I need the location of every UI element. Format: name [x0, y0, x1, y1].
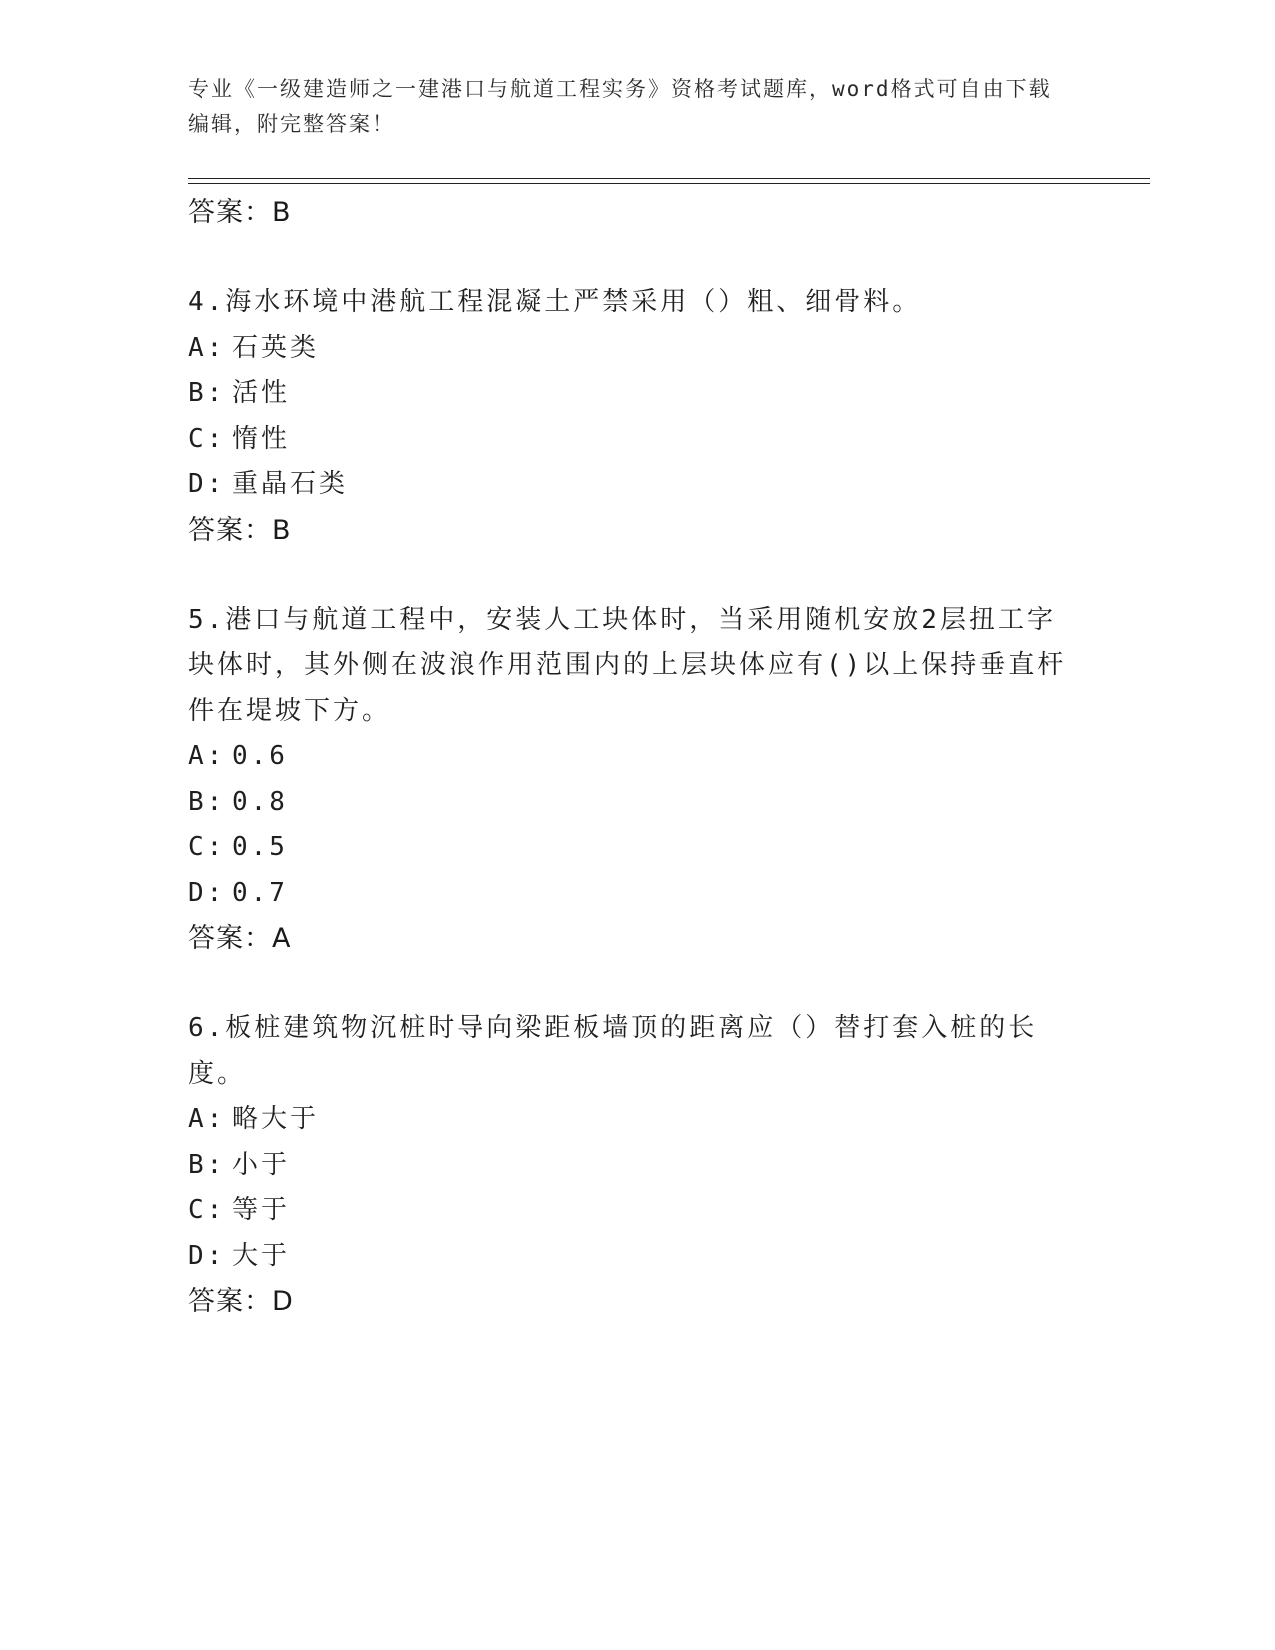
option-b: [188, 371, 1068, 417]
question-item: [188, 280, 1068, 554]
option-text: 等于: [232, 1195, 291, 1225]
answer-line: 答案：D: [188, 1286, 294, 1317]
option-letter: C:: [188, 423, 226, 454]
option-letter: D:: [188, 469, 226, 499]
option-letter: C:: [188, 1195, 226, 1225]
answer-line: 答案：B: [188, 514, 292, 546]
option-c: [188, 825, 1068, 871]
option-text: 惰性: [232, 423, 291, 454]
option-letter: B:: [188, 1149, 226, 1180]
option-letter: A:: [188, 741, 226, 771]
option-text: 活性: [232, 378, 291, 408]
option-b: [188, 1143, 1068, 1189]
option-c: [188, 1188, 1068, 1234]
option-text: 重晶石类: [232, 469, 349, 499]
option-letter: C:: [188, 832, 226, 862]
option-letter: A:: [188, 1104, 226, 1134]
question-item: [188, 1006, 1068, 1325]
option-text: 小于: [232, 1149, 291, 1180]
option-text: 石英类: [232, 332, 320, 363]
question-list: [188, 190, 1068, 1325]
option-letter: B:: [188, 378, 226, 408]
option-c: [188, 417, 1068, 463]
option-a: [188, 1097, 1068, 1143]
page-header: 专业《一级建造师之一建港口与航道工程实务》资格考试题库，word格式可自由下载编辑，附完整答案！: [188, 77, 1052, 136]
option-text: 略大于: [232, 1104, 320, 1134]
option-letter: D:: [188, 877, 226, 908]
option-text: 0.6: [232, 741, 288, 771]
option-d: [188, 462, 1068, 508]
answer-line: 答案：A: [188, 923, 292, 954]
question-stem: 6.板桩建筑物沉桩时导向梁距板墙顶的距离应（）替打套入桩的长度。: [188, 1013, 1038, 1089]
option-letter: D:: [188, 1240, 226, 1271]
option-b: [188, 780, 1068, 826]
option-text: 大于: [232, 1240, 291, 1271]
option-text: 0.7: [232, 877, 288, 908]
option-d: [188, 1234, 1068, 1280]
option-text: 0.5: [232, 832, 288, 862]
option-letter: B:: [188, 786, 226, 817]
option-a: [188, 326, 1068, 372]
header-divider-bottom: [188, 183, 1150, 184]
option-a: [188, 734, 1068, 780]
option-text: 0.8: [232, 786, 288, 817]
question-item: [188, 598, 1068, 963]
question-stem: 5.港口与航道工程中，安装人工块体时，当采用随机安放2层扭工字块体时，其外侧在波浪作用范围内的上层块体应有()以上保持垂直杆件在堤坡下方。: [188, 604, 1067, 726]
header-divider-top: [188, 178, 1150, 179]
answer-line: 答案：B: [188, 197, 292, 228]
question-stem: 4.海水环境中港航工程混凝土严禁采用（）粗、细骨料。: [188, 287, 922, 317]
option-d: [188, 871, 1068, 917]
option-letter: A:: [188, 332, 226, 363]
